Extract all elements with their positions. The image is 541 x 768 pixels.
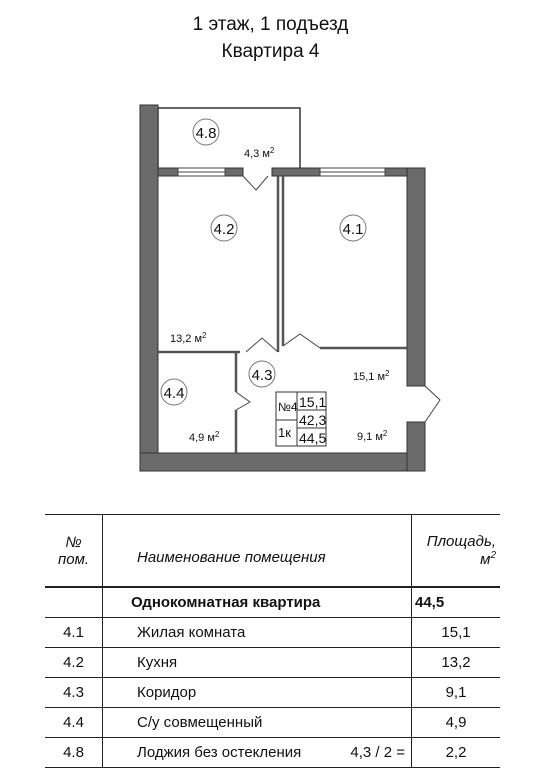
room-marker-4-2	[170, 215, 237, 345]
summary-number: №4	[278, 400, 298, 414]
room-marker-4-1	[340, 215, 390, 383]
col-area-header: Площадь, $м^2$	[412, 515, 501, 588]
apartment-summary-box	[276, 392, 326, 446]
room-legend-table	[45, 514, 500, 768]
apartment-title: Квартира 4	[221, 41, 320, 62]
room-area: 15,1 $м^2$	[353, 369, 390, 383]
summary-living-area: 15,1	[299, 394, 327, 410]
summary-rooms: 1к	[278, 425, 291, 440]
room-id: 4.8	[195, 125, 217, 142]
table-row: 4.3 Коридор 9,1	[45, 678, 500, 708]
col-number-header: № пом.	[45, 515, 103, 588]
room-area: 4,3 $м^2$	[244, 146, 275, 160]
summary-total-area: 44,5	[299, 430, 327, 446]
table-row: 4.2 Кухня 13,2	[45, 648, 500, 678]
summary-main-area: 42,3	[299, 412, 327, 428]
loggia-walls	[158, 108, 300, 168]
col-name-header: Наименование помещения	[137, 549, 326, 566]
table-row: 4.1 Жилая комната 15,1	[45, 618, 500, 648]
room-area: 4,9 $м^2$	[189, 430, 220, 444]
room-id: 4.1	[342, 221, 364, 238]
legend-header-row	[45, 515, 500, 588]
legend-total-row	[45, 587, 500, 618]
room-area: 9,1 $м^2$	[357, 429, 388, 443]
floor-entrance-title: 1 этаж, 1 подъезд	[192, 14, 349, 35]
room-id: 4.2	[213, 221, 235, 238]
room-id: 4.4	[163, 385, 185, 402]
room-marker-4-4	[161, 379, 220, 444]
total-row-area: 44,5	[412, 587, 501, 618]
table-row: 4.8 Лоджия без остекления 4,3 / 2 = 2,2	[45, 738, 500, 768]
room-area: 13,2 $м^2$	[170, 331, 207, 345]
room-id: 4.3	[251, 367, 273, 384]
total-row-name: Однокомнатная квартира	[131, 594, 321, 611]
room-marker-4-8	[193, 119, 275, 160]
table-row: 4.4 С/у совмещенный 4,9	[45, 708, 500, 738]
